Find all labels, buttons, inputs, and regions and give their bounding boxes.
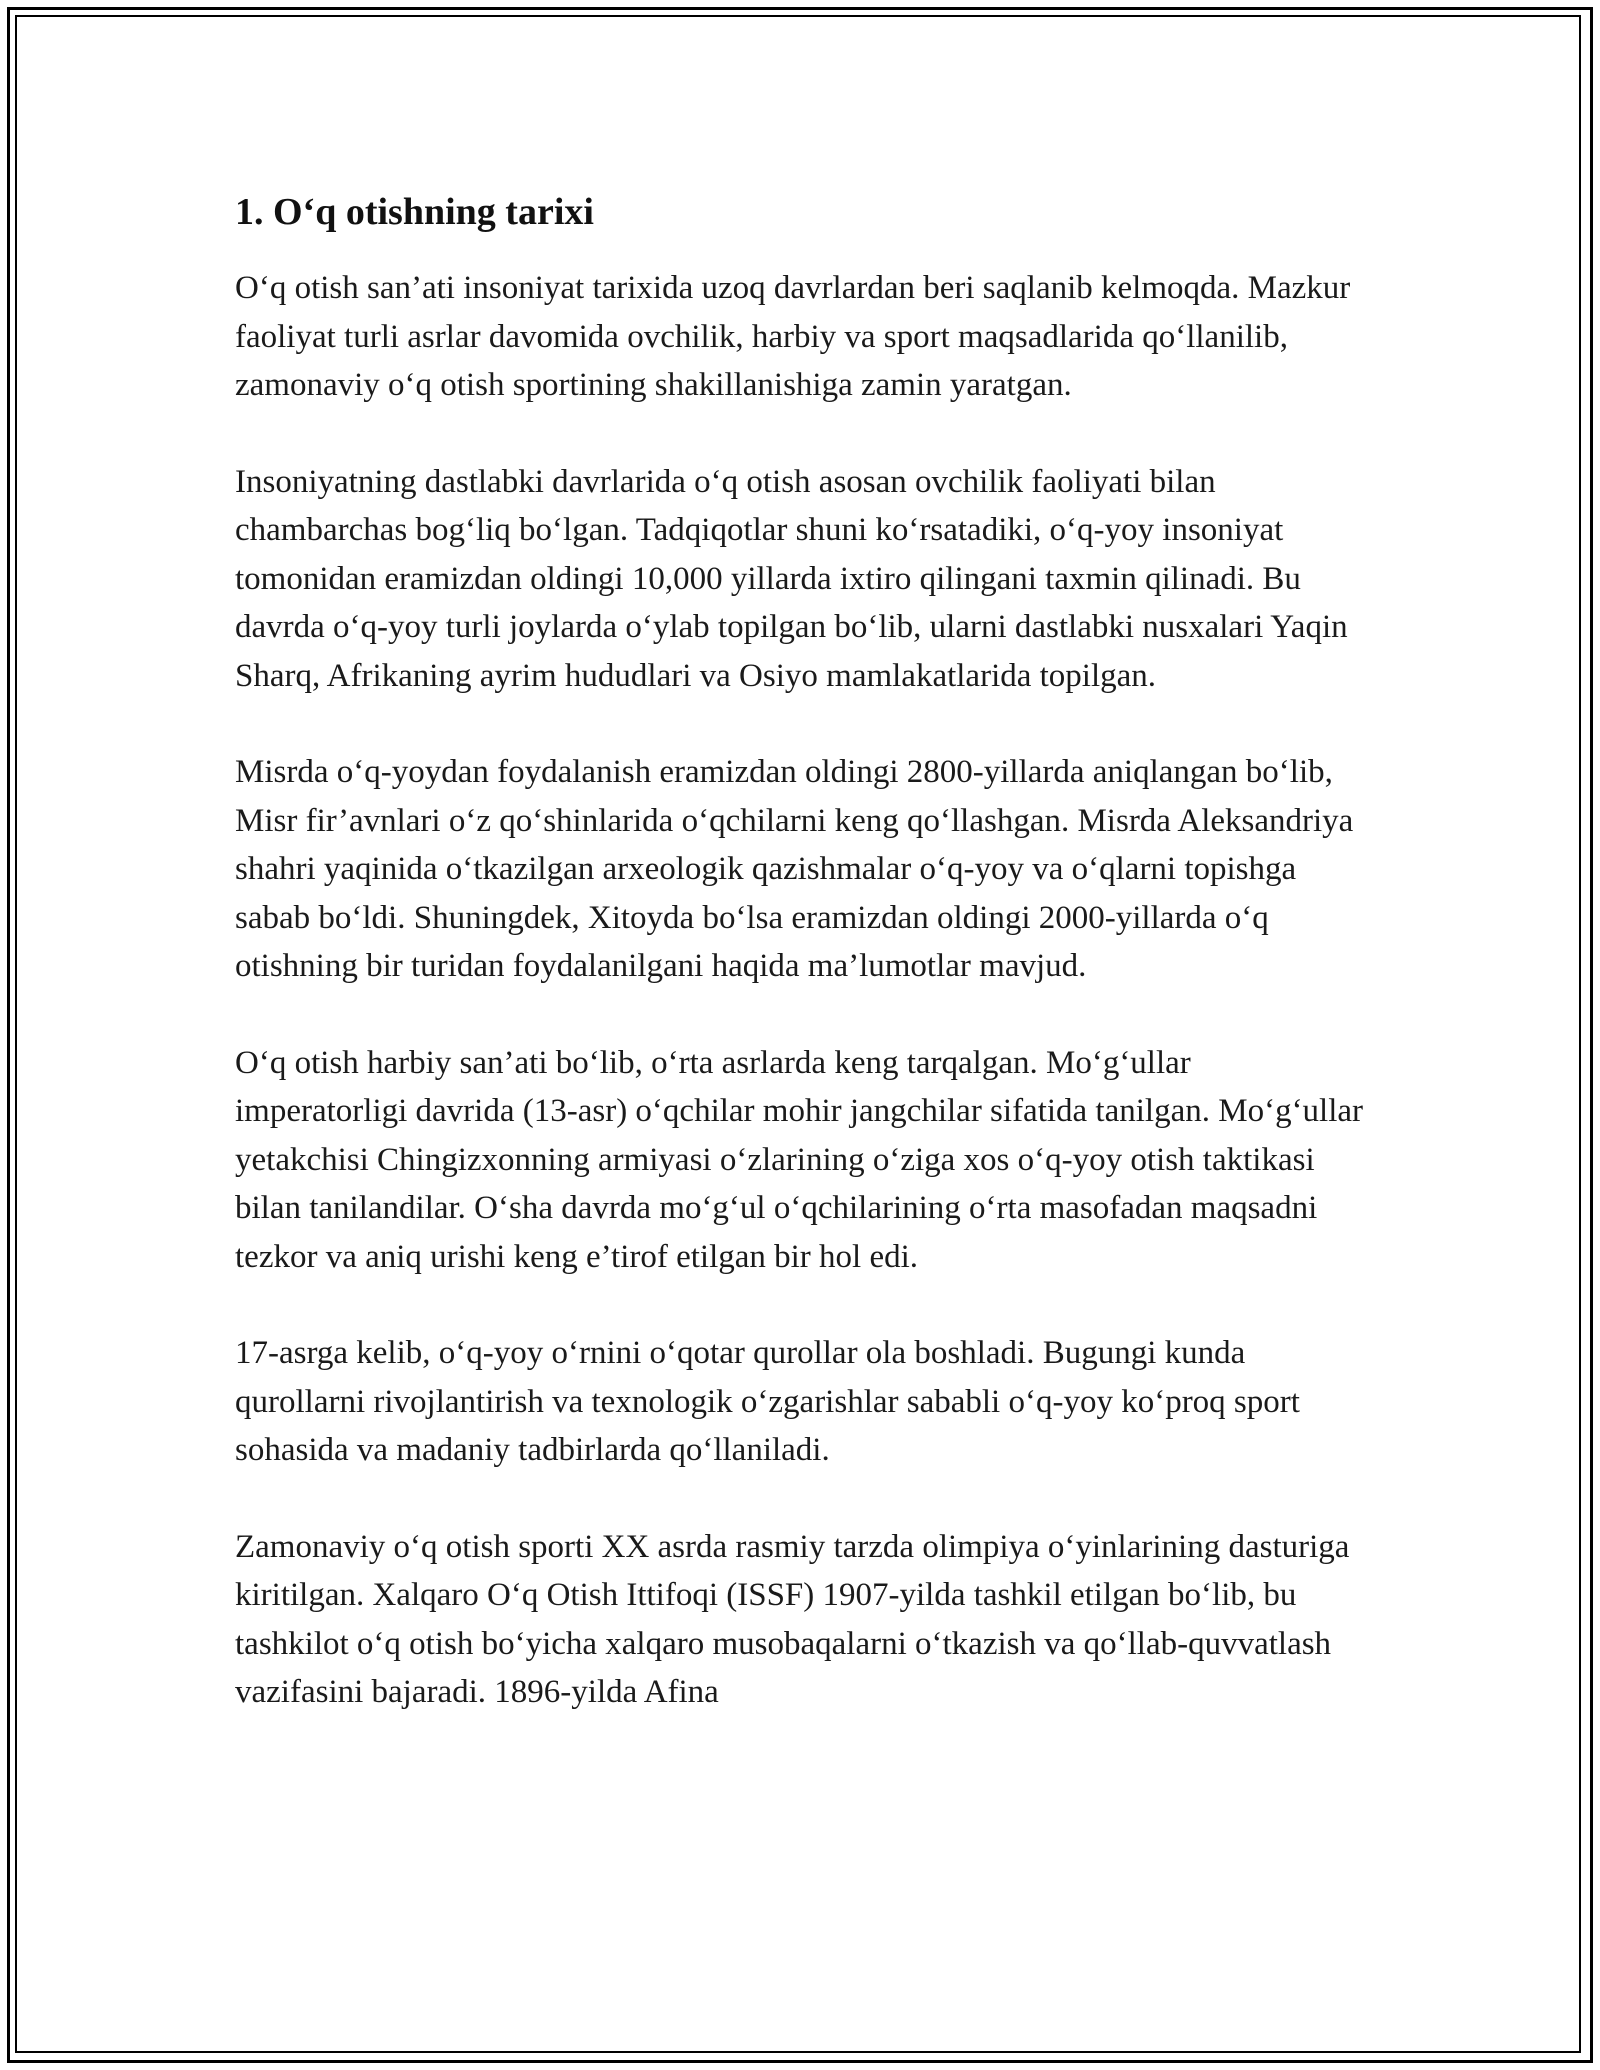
paragraph-1: O‘q otish san’ati insoniyat tarixida uzoq davrlardan beri saqlanib kelmoqda. Mazkur faoliyat turli asrlar davomida ovchilik, harbiy va sport maqsadlarida qo‘llanilib, zamonaviy o‘q otish sportining shakillanishiga zamin yaratgan. [235, 270, 1351, 403]
section-heading: 1. O‘q otishning tarixi [235, 191, 594, 233]
paragraph-3: Misrda o‘q-yoydan foydalanish eramizdan oldingi 2800-yillarda aniqlangan bo‘lib, Misr fir’avnlari o‘z qo‘shinlarida o‘qchilarni keng qo‘llashgan. Misrda Aleksandriya shahri yaqinida o‘tkazilgan arxeologik qazishmalar o‘q-yoy va o‘qlarni topishga sabab bo‘ldi. Shuningdek, Xitoyda bo‘lsa eramizdan oldingi 2000-yillarda o‘q otishning bir turidan foydalanilgani haqida ma’lumotlar mavjud. [235, 754, 1354, 984]
paragraph-2: Insoniyatning dastlabki davrlarida o‘q otish asosan ovchilik faoliyati bilan chambarchas bog‘liq bo‘lgan. Tadqiqotlar shuni ko‘rsatadiki, o‘q-yoy insoniyat tomonidan eramizdan oldingi 10,000 yillarda ixtiro qilingani taxmin qilinadi. Bu davrda o‘q-yoy turli joylarda o‘ylab topilgan bo‘lib, ularni dastlabki nusxalari Yaqin Sharq, Afrikaning ayrim hududlari va Osiyo mamlakatlarida topilgan. [235, 463, 1348, 694]
document-body [235, 188, 1370, 1765]
paragraph-6: Zamonaviy o‘q otish sporti XX asrda rasmiy tarzda olimpiya o‘yinlarining dasturiga kiritilgan. Xalqaro O‘q Otish Ittifoqi (ISSF) 1907-yilda tashkil etilgan bo‘lib, bu tashkilot o‘q otish bo‘yicha xalqaro musobaqalarni o‘tkazish va qo‘llab-quvvatlash vazifasini bajaradi. 1896-yilda Afina [235, 1528, 1350, 1710]
paragraph-4: O‘q otish harbiy san’ati bo‘lib, o‘rta asrlarda keng tarqalgan. Mo‘g‘ullar imperatorligi davrida (13-asr) o‘qchilar mohir jangchilar sifatida tanilgan. Mo‘g‘ullar yetakchisi Chingizxonning armiyasi o‘zlarining o‘ziga xos o‘q-yoy otish taktikasi bilan tanilandilar. O‘sha davrda mo‘g‘ul o‘qchilarining o‘rta masofadan maqsadni tezkor va aniq urishi keng e’tirof etilgan bir hol edi. [235, 1044, 1364, 1275]
paragraph-5: 17-asrga kelib, o‘q-yoy o‘rnini o‘qotar qurollar ola boshladi. Bugungi kunda qurollarni rivojlantirish va texnologik o‘zgarishlar sababli o‘q-yoy ko‘proq sport sohasida va madaniy tadbirlarda qo‘llaniladi. [235, 1335, 1300, 1468]
